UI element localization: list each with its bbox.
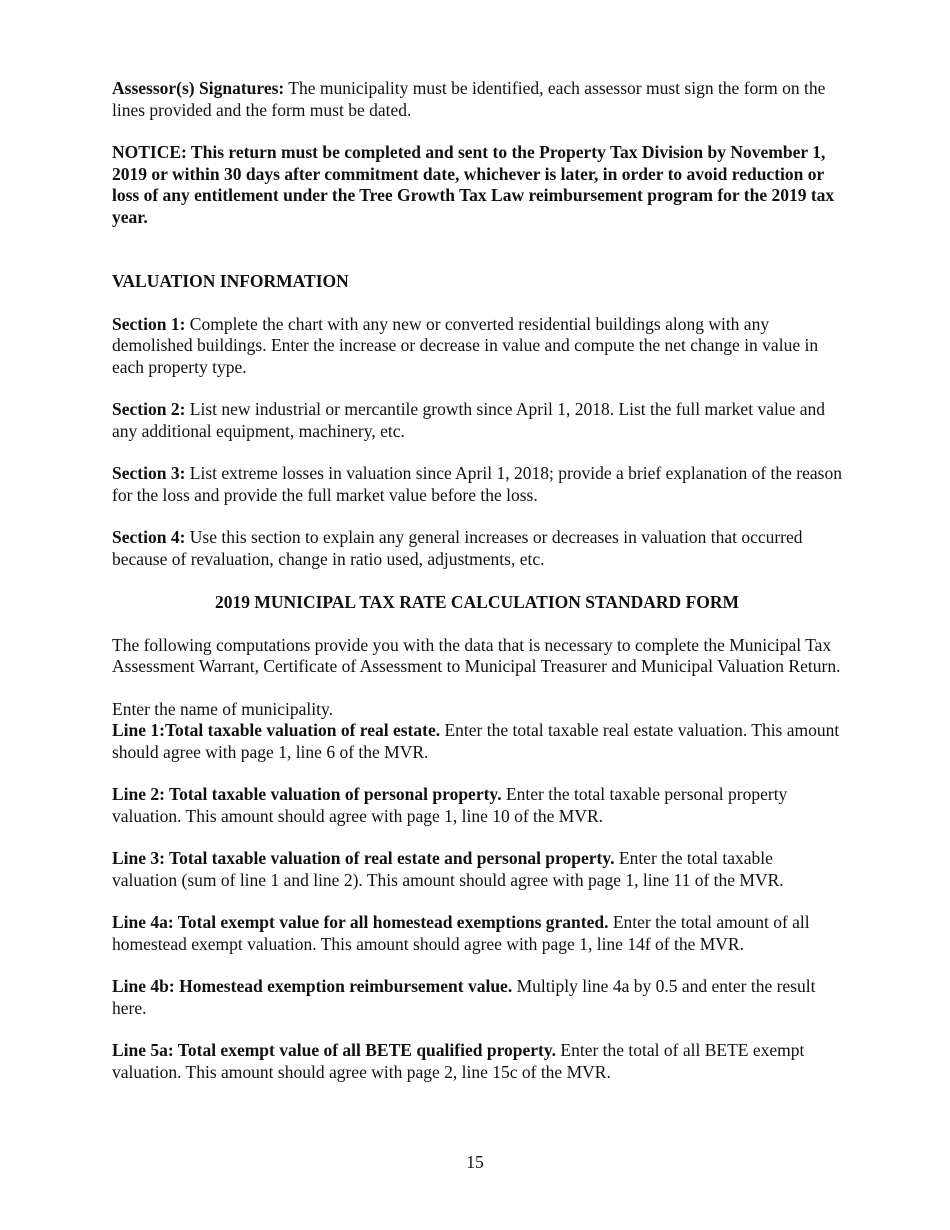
section-1-paragraph xyxy=(112,314,842,379)
assessor-signatures-label: Assessor(s) Signatures: xyxy=(112,78,285,98)
line-2-label: Line 2: Total taxable valuation of personal property. xyxy=(112,784,502,804)
form-heading: 2019 MUNICIPAL TAX RATE CALCULATION STANDARD FORM xyxy=(214,592,740,612)
section-4-paragraph xyxy=(112,527,842,570)
section-1-text: Complete the chart with any new or converted residential buildings along with any demolished buildings. Enter the increase or decrease in value and compute the net change in value in each property type. xyxy=(112,313,819,377)
section-2-paragraph xyxy=(112,399,842,442)
line-1-text: Enter the total taxable real estate valuation. This amount should agree with page 1, line 6 of the MVR. xyxy=(112,720,840,762)
line-5a-text: Enter the total of all BETE exempt valuation. This amount should agree with page 2, line 15c of the MVR. xyxy=(112,1040,805,1082)
line-3-text: Enter the total taxable valuation (sum of line 1 and line 2). This amount should agree with page 1, line 11 of the MVR. xyxy=(112,848,784,890)
line-2-text: Enter the total taxable personal property valuation. This amount should agree with page 1, line 10 of the MVR. xyxy=(112,784,788,826)
section-1-label: Section 1: xyxy=(112,313,186,334)
line-3-label: Line 3: Total taxable valuation of real estate and personal property. xyxy=(112,848,615,868)
section-3-label: Section 3: xyxy=(112,463,186,483)
line-3-paragraph xyxy=(112,848,842,891)
municipality-instruction: Enter the name of municipality. xyxy=(112,698,333,719)
line-4a-paragraph xyxy=(112,912,842,955)
page-number: 15 xyxy=(466,1152,484,1172)
valuation-heading: VALUATION INFORMATION xyxy=(112,271,349,291)
line-4b-paragraph xyxy=(112,976,842,1019)
line-4a-text: Enter the total amount of all homestead exempt valuation. This amount should agree with page 1, line 14f of the MVR. xyxy=(112,912,810,954)
section-4-text: Use this section to explain any general increases or decreases in valuation that occurred because of revaluation, change in ratio used, adjustments, etc. xyxy=(112,527,803,569)
line-5a-paragraph xyxy=(112,1040,842,1083)
line-5a-label: Line 5a: Total exempt value of all BETE qualified property. xyxy=(112,1040,557,1060)
line-1-paragraph xyxy=(112,720,842,763)
line-4b-text: Multiply line 4a by 0.5 and enter the result here. xyxy=(112,976,816,1018)
section-2-text: List new industrial or mercantile growth since April 1, 2018. List the full market value and any additional equipment, machinery, etc. xyxy=(112,399,825,441)
assessor-signatures-text: The municipality must be identified, each assessor must sign the form on the lines provided and the form must be dated. xyxy=(112,78,826,120)
section-3-text: List extreme losses in valuation since April 1, 2018; provide a brief explanation of the reason for the loss and provide the full market value before the loss. xyxy=(112,463,842,505)
line-4b-label: Line 4b: Homestead exemption reimbursement value. xyxy=(112,976,513,996)
section-2-label: Section 2: xyxy=(112,399,186,419)
document-body xyxy=(112,78,842,1104)
assessor-signatures-paragraph xyxy=(112,78,842,121)
line-4a-label: Line 4a: Total exempt value for all homestead exemptions granted. xyxy=(112,912,609,932)
form-intro-paragraph: The following computations provide you with the data that is necessary to complete the Municipal Tax Assessment Warrant, Certificate of Assessment to Municipal Treasurer and Municipal Valuation Return. xyxy=(112,634,841,676)
notice-paragraph: NOTICE: This return must be completed and sent to the Property Tax Division by November 1, 2019 or within 30 days after commitment date, whichever is later, in order to avoid reduction or loss of any entitlement under the Tree Growth Tax Law reimbursement program for the 2019 tax year. xyxy=(112,142,835,227)
line-2-paragraph xyxy=(112,784,842,827)
line-1-label: Line 1:Total taxable valuation of real estate. xyxy=(112,720,441,740)
section-3-paragraph xyxy=(112,463,842,506)
section-4-label: Section 4: xyxy=(112,527,186,547)
